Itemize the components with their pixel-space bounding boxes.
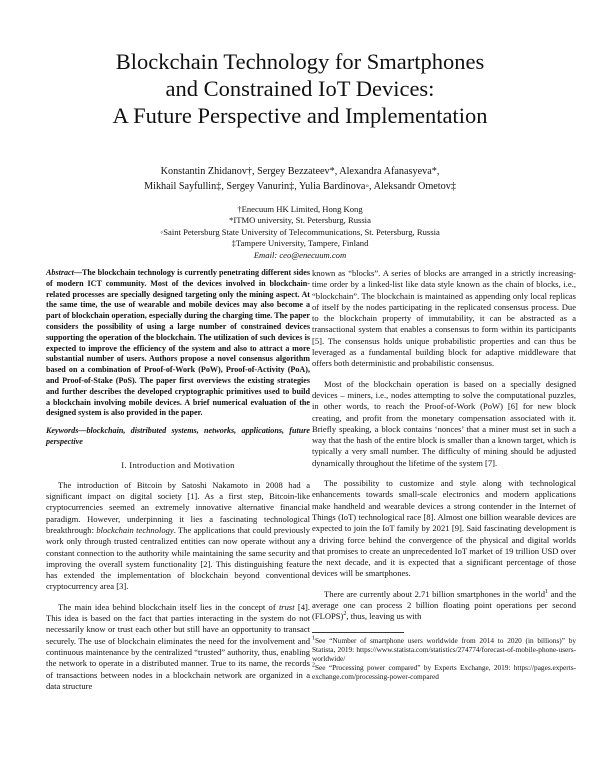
right-p4-text-b: and the average one can process 2 billion floating point operations per second (FLOPS): [312, 588, 576, 622]
title-line-2: and Constrained IoT Devices:: [165, 76, 435, 101]
affiliation-spbsut: ◦Saint Petersburg State University of Telecommunications, St. Petersburg, Russia: [160, 226, 440, 237]
section-heading-introduction: I. Introduction and Motivation: [121, 459, 235, 470]
affiliation-enecuum: †Enecuum HK Limited, Hong Kong: [237, 204, 363, 214]
footnote-divider: [312, 632, 404, 633]
paper-title: [0, 48, 600, 129]
title-line-3: A Future Perspective and Implementation: [112, 103, 488, 128]
right-p4-text-a: There are currently about 2.71 billion smartphones in the world: [324, 588, 546, 599]
keywords: [46, 426, 310, 448]
intro-p1-text-a: The introduction of Bitcoin by Satoshi Nakamoto in 2008 had a significant impact on digital society [1]. As a first step, Bitcoin-like cryptocurrencies seemed an extremely innovative alternative financial paradigm. However, underpinning it lies a fascinating technological breakthrough:: [46, 479, 310, 535]
contact-email: Email: ceo@enecuum.com: [253, 249, 347, 260]
footnote-2-mark: 2: [312, 662, 315, 669]
intro-paragraph-1: [46, 480, 310, 593]
right-paragraph-1: known as “blocks”. A series of blocks are arranged in a strictly increasing-time order by a linked-list like data style known as the chain of blocks, i.e., “blockchain”. The blockchain is maintained as appending only local replicas of itself by the nodes participating in the replicated consensus process. Due to the blockchain property of immutability, it can be abstracted as a transactional system that enables a consensus to form within its participants [5]. The consensus holds unique probabilistic properties and can thus be leveraged as a fundamental building block for adaptive middleware that offers both deterministic and probabilistic consensus.: [312, 268, 576, 369]
intro-p1-text-b: . The applications that could previously work only through trusted centralized entities can now operate without any constant connection to the authority while maintaining the same security and improving the overall system functionality [2]. This distinguishing feature has extended the implementation of blockchain beyond conventional cryptocurrency area [3].: [46, 524, 310, 592]
abstract: [46, 268, 310, 419]
right-paragraph-3: The possibility to customize and style along with technological enhancements towards small-scale electronics and modern applications make handheld and wearable devices a strong contender in the Internet of Things (IoT) technological race [8]. Almost one billion wearable devices are expected to join the IoT family by 2021 [9]. Said fascinating development is a driving force behind the convergence of the physical and digital worlds that promises to create an unprecedented IoT market of 19 trillion USD over the next decade, and it is expected that a significant percentage of those devices will be smartphones.: [312, 478, 576, 579]
left-column: [46, 268, 310, 692]
footnote-ref-1[interactable]: 1: [545, 588, 549, 595]
footnote-1-mark: 1: [312, 635, 315, 642]
footnote-ref-2[interactable]: 2: [343, 611, 347, 618]
footnote-2: [312, 663, 576, 681]
abstract-label: Abstract: [46, 268, 74, 277]
keywords-text: —blockchain, distributed systems, networks, applications, future perspective: [46, 426, 310, 446]
affiliation-tampere: ‡Tampere University, Tampere, Finland: [231, 238, 369, 249]
affiliation-itmo: *ITMO university, St. Petersburg, Russia: [229, 215, 371, 226]
footnote-1-text: See “Number of smartphone users worldwide from 2014 to 2020 (in billions)” by Statista, 2019: https://www.statista.com/statistics/274774/forecast-of-mobile-phone-users- worldwide/: [312, 635, 576, 664]
intro-p2-emphasis: trust: [278, 601, 295, 612]
intro-p2-text-a: The main idea behind blockchain itself lies in the concept of: [58, 601, 279, 612]
authors-line-2: Mikhail Sayfullin‡, Sergey Vanurin‡, Yulia Bardinova◦, Aleksandr Ometov‡: [144, 181, 456, 192]
right-paragraph-4: [312, 589, 576, 623]
right-p4-text-c: , thus, leaving us with: [346, 611, 422, 622]
intro-paragraph-2: [46, 602, 310, 692]
intro-p2-text-b: [4]. This idea is based on the fact that parties interacting in the system do not necessarily know or trust each other but still have an opportunity to transact securely. The use of blockchain eliminates the need for the involvement and continuous maintenance by the centralized “trusted” authority, thus, enabling the network to operate in a distributed manner. True to its name, the records of transactions between nodes in a blockchain network are organized in a data structure: [46, 601, 310, 691]
keywords-label: Keywords: [46, 426, 79, 436]
title-line-1: Blockchain Technology for Smartphones: [115, 49, 485, 74]
footnote-2-text: See “Processing power compared” by Experts Exchange, 2019: https://pages.experts-exchange.com/processing-power-compared: [312, 663, 576, 682]
author-list: [0, 164, 600, 194]
right-paragraph-2: Most of the blockchain operation is based on a specially designed devices – miners, i.e., nodes attempting to solve the computational puzzles, in other words, to reach the Proof-of-Work (PoW) [6] for new block creating, and profit from the monetary compensation associated with it. Briefly speaking, a block contains ‘nonces’ that a miner must set in such a way that the hash of the entire block is smaller than a known target, which is typically a very small number. The difficulty of mining should be adjusted dynamically throughout the lifetime of the system [7].: [312, 378, 576, 468]
footnote-1: [312, 636, 576, 664]
affiliations: [0, 204, 600, 261]
abstract-text: —The blockchain technology is currently penetrating different sides of modern ICT community. Most of the devices involved in blockchain-related processes are specially designed targeting only the mining aspect. At the same time, the use of wearable and mobile devices may also become a part of blockchain operation, especially during the charging time. The paper considers the possibility of using a large number of constrained devices supporting the operation of the blockchain. The utilization of such devices is expected to improve the efficiency of the system and also to attract a more substantial number of users. Authors propose a novel consensus algorithm based on a combination of Proof-of-Work (PoW), Proof-of-Activity (PoA), and Proof-of-Stake (PoS). The paper first overviews the existing strategies and further describes the developed cryptographic primitives used to build a blockchain involving mobile devices. A brief numerical evaluation of the designed system is also provided in the paper.: [46, 268, 310, 418]
right-column: [312, 268, 576, 682]
intro-p1-emphasis: blockchain technology: [96, 524, 174, 535]
authors-line-1: Konstantin Zhidanov†, Sergey Bezzateev*, Alexandra Afanasyeva*,: [160, 166, 440, 177]
